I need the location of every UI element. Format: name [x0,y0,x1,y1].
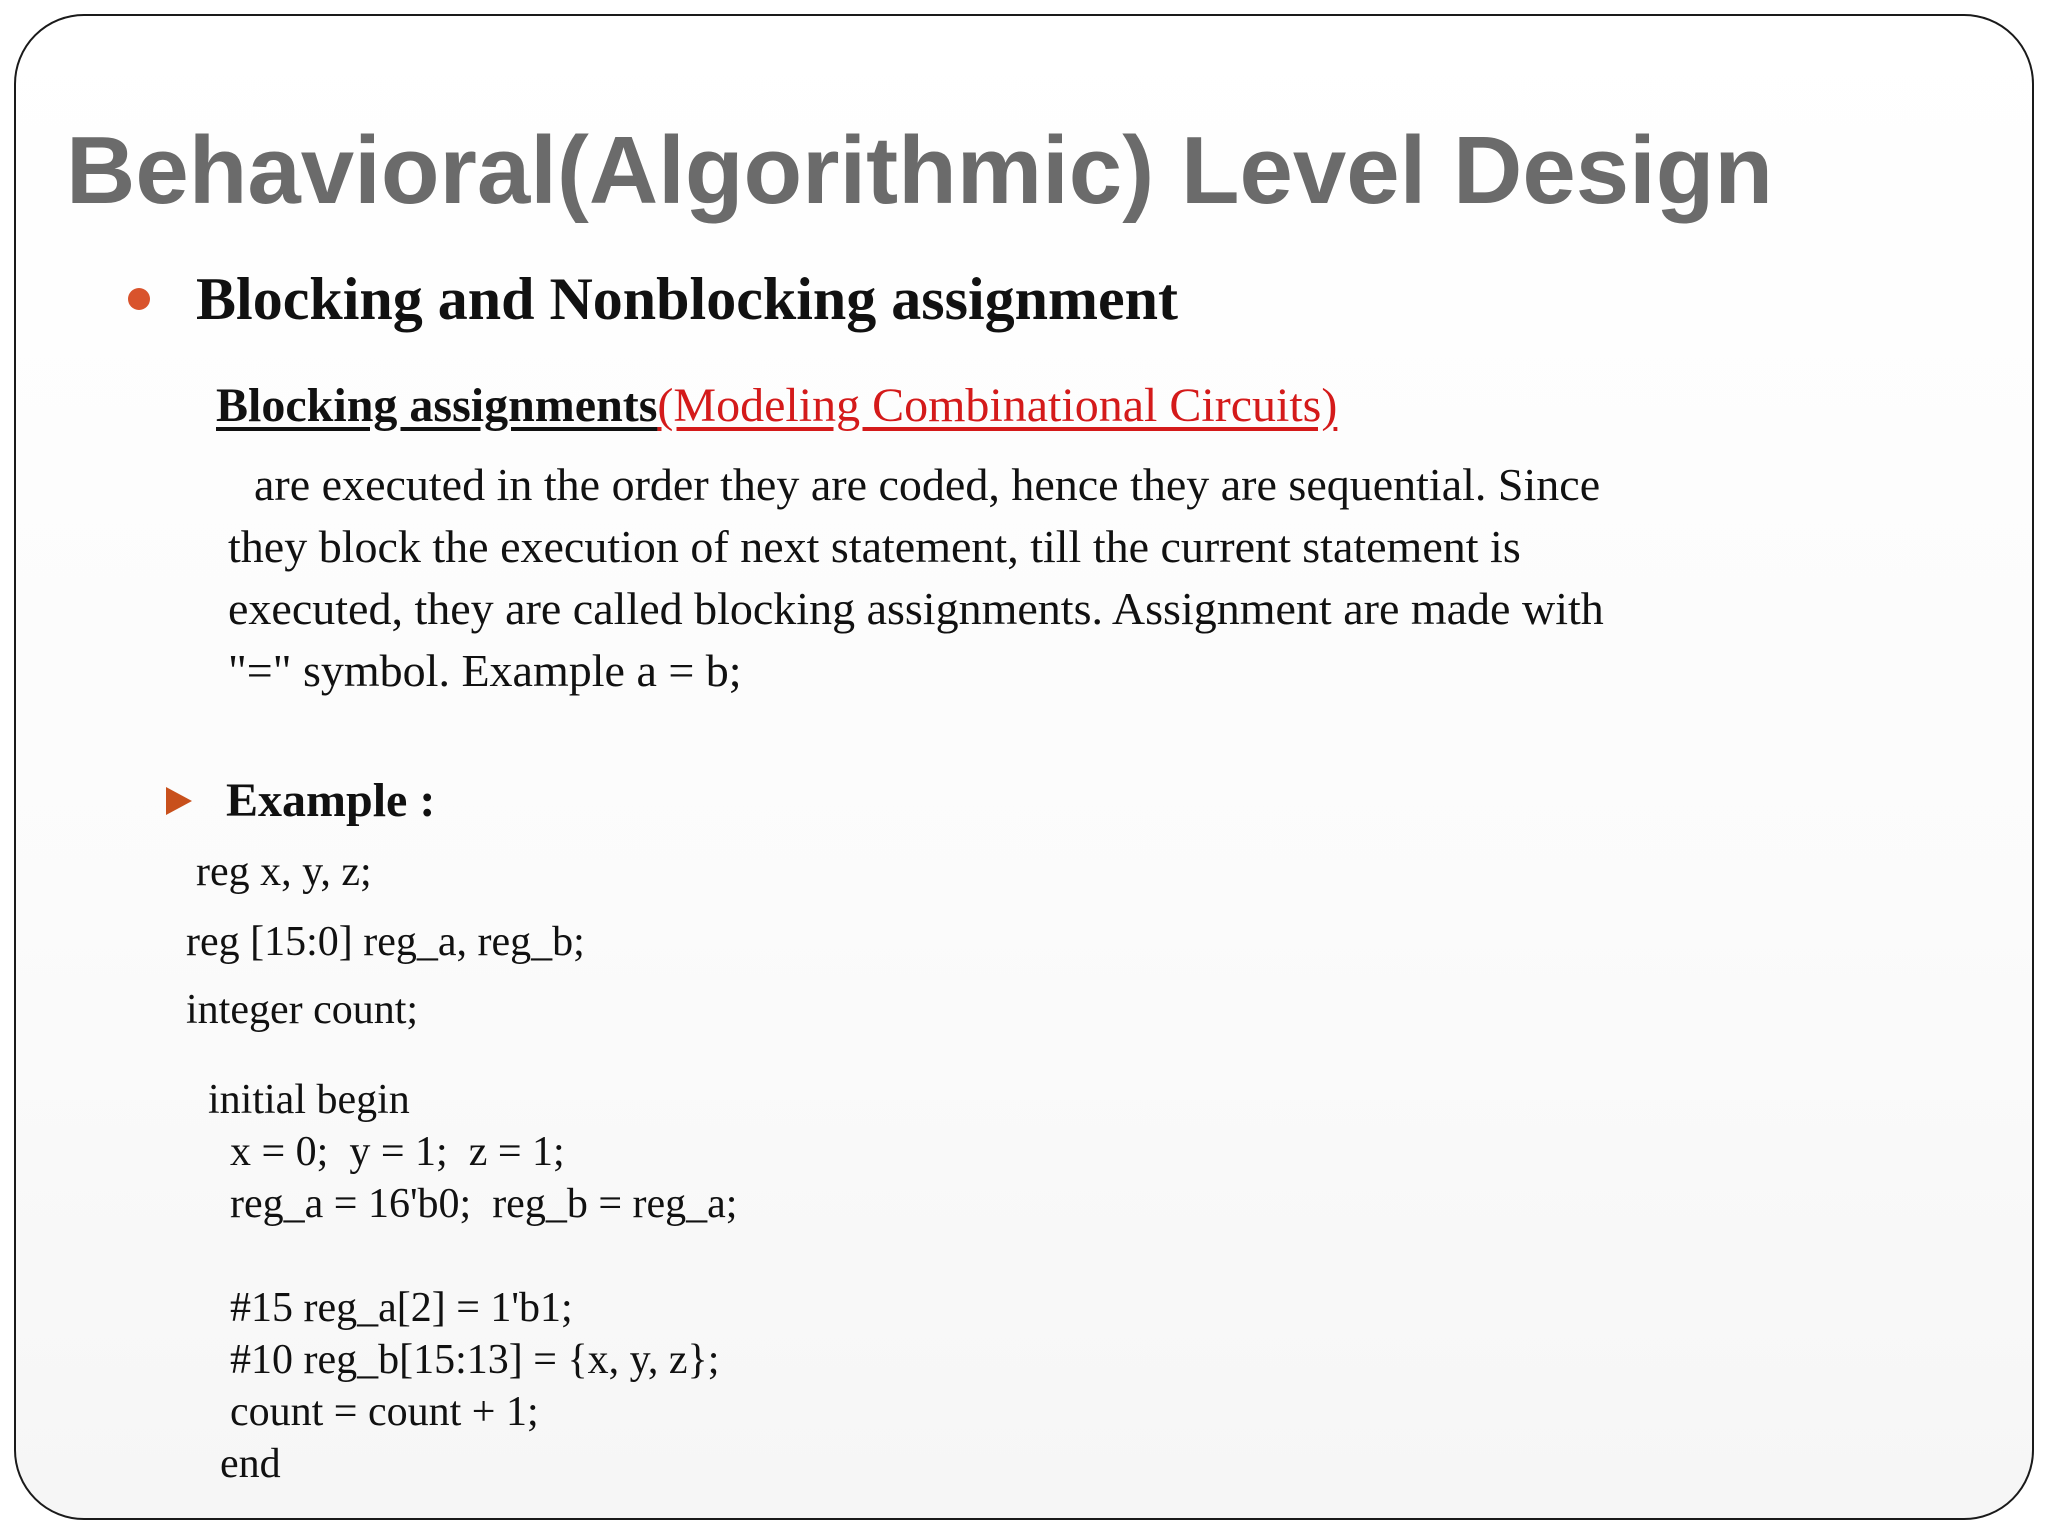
slide [14,14,2034,1520]
description-paragraph [228,454,1788,702]
code-line: reg x, y, z; [196,849,372,895]
example-heading [166,771,435,831]
arrow-bullet-icon [166,787,192,815]
code-line: reg [15:0] reg_a, reg_b; [186,919,585,965]
code-line: #15 reg_a[2] = 1'b1; [230,1285,573,1331]
example-label: Example : [226,774,436,827]
bullet-item [128,264,1178,334]
paragraph-line: are executed in the order they are coded, hence they are sequential. Since [254,459,1601,510]
bullet-text: Blocking and Nonblocking assignment [196,266,1178,332]
code-line: initial begin [208,1077,410,1123]
subheading-note: (Modeling Combinational Circuits) [657,379,1338,432]
bullet-dot-icon [128,288,150,310]
slide-title: Behavioral(Algorithmic) Level Design [66,117,1774,224]
code-line: reg_a = 16'b0; reg_b = reg_a; [230,1181,738,1227]
code-line: x = 0; y = 1; z = 1; [230,1129,565,1175]
code-line: end [220,1441,281,1487]
paragraph-line: "=" symbol. Example a = b; [228,645,742,696]
code-line: #10 reg_b[15:13] = {x, y, z}; [230,1337,720,1383]
paragraph-line: executed, they are called blocking assignments. Assignment are made with [228,583,1604,634]
subheading-label: Blocking assignments [216,379,658,432]
code-line: count = count + 1; [230,1389,539,1435]
code-line: integer count; [186,987,419,1033]
subheading [216,376,1337,436]
paragraph-line: they block the execution of next statement, till the current statement is [228,521,1521,572]
